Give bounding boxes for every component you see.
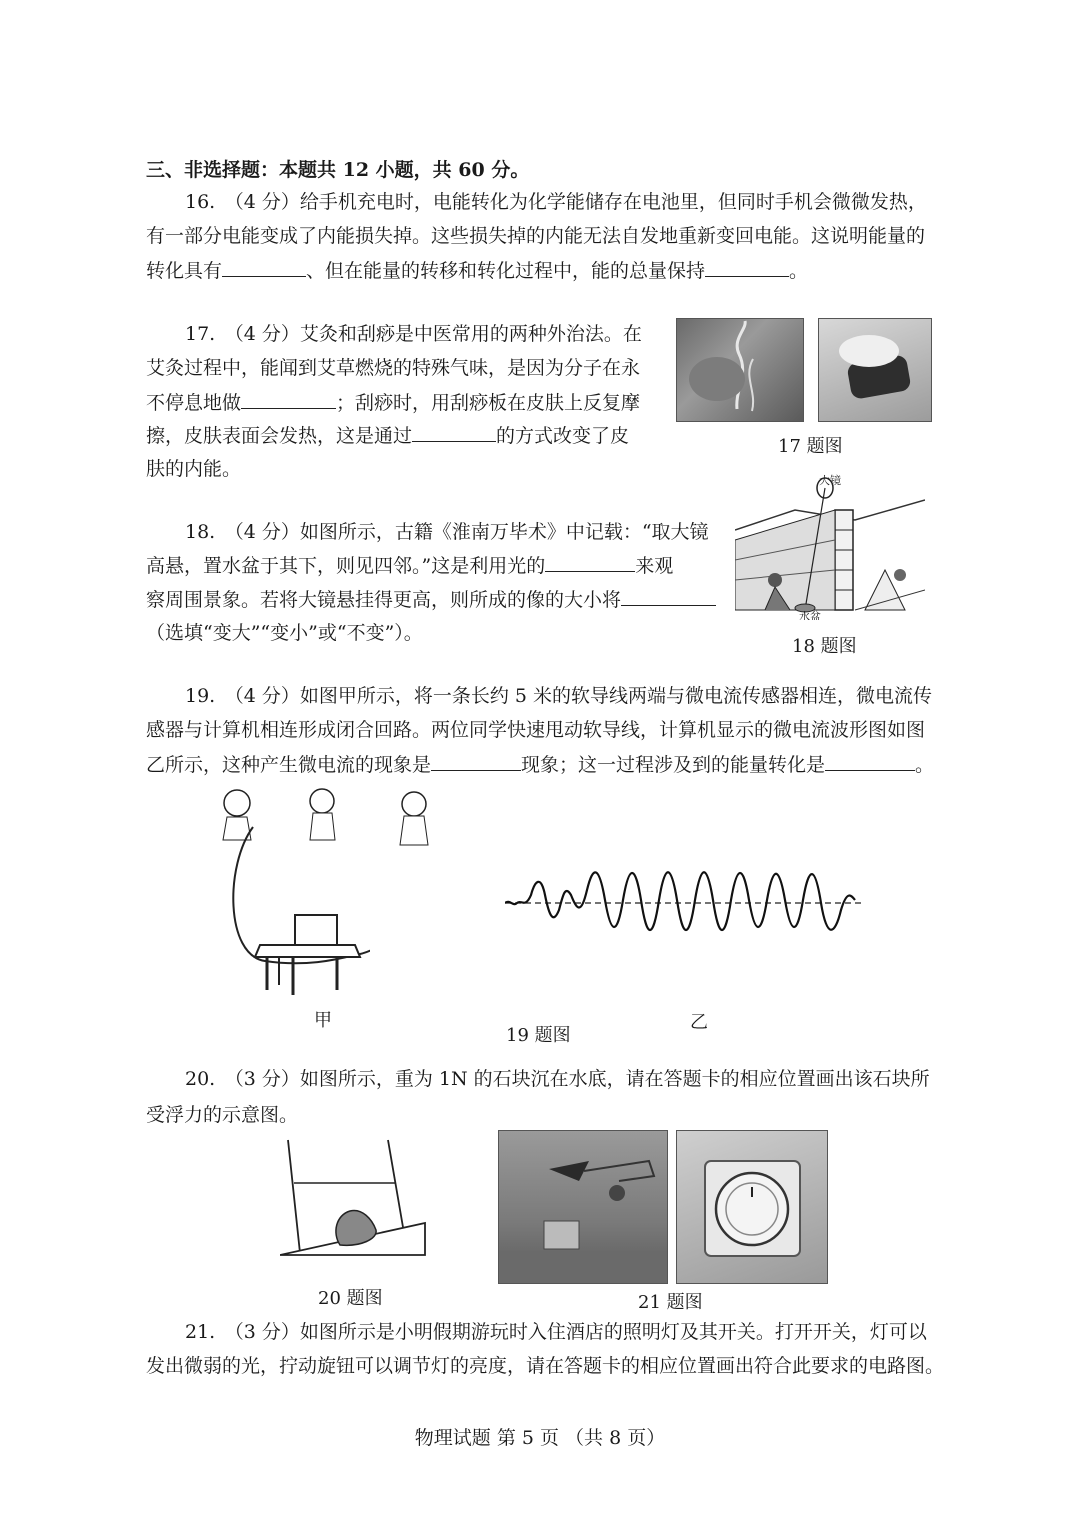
q17-line3 (146, 390, 640, 415)
q19-line3 (146, 752, 934, 777)
q17-line4-b: 的方式改变了皮 (496, 425, 630, 447)
q17-line3-a: 不停息地做 (146, 392, 242, 414)
ancient-mirror-scene (735, 470, 925, 620)
answer-blank[interactable] (431, 752, 521, 771)
answer-blank[interactable] (825, 752, 915, 771)
section-heading: 三、非选择题：本题共 12 小题，共 60 分。 (146, 159, 530, 181)
q16-line3-b: 、但在能量的转移和转化过程中，能的总量保持 (306, 260, 706, 282)
q19-boy-figure (380, 790, 445, 850)
moxibustion-smoke (677, 319, 803, 421)
q17-line4 (146, 423, 629, 448)
q18-line2-a: 高悬，置水盆于其下，则见四邻。”这是利用光的 (146, 555, 546, 577)
label-jia: 甲 (314, 1010, 332, 1031)
guasha-board (819, 319, 931, 421)
answer-blank[interactable] (545, 553, 635, 572)
q18-line3-a: 察周围景象。若将大镜悬挂得更高，则所成的像的大小将 (146, 589, 622, 611)
q19-line1: 19. （4 分）如图甲所示，将一条长约 5 米的软导线两端与微电流传感器相连，微电流传 (185, 685, 933, 707)
hotel-lamp-photo (498, 1130, 668, 1284)
answer-blank[interactable] (222, 258, 306, 277)
q19-figure-yi (505, 855, 865, 955)
q21-figure-caption: 21 题图 (638, 1292, 703, 1313)
container-right-wall (388, 1140, 404, 1233)
q16-line3-a: 转化具有 (146, 260, 223, 282)
basin-label: 水盆 (799, 610, 821, 620)
q18-line4: （选填“变大”“变小”或“不变”）。 (146, 622, 423, 644)
q18-figure (735, 470, 925, 620)
q16-line3 (146, 258, 808, 283)
mirror-label: 大镜 (819, 474, 841, 487)
q18-line2-b: 来观 (635, 555, 674, 577)
q19-line3-c: 。 (915, 754, 935, 776)
q19-line2: 感器与计算机相连形成闭合回路。两位同学快速甩动软导线，计算机显示的微电流波形图如图 (146, 719, 926, 741)
waveform-line (505, 872, 855, 930)
q19-line3-a: 乙所示，这种产生微电流的现象是 (146, 754, 432, 776)
q17-line5: 肤的内能。 (146, 458, 242, 480)
boy-illustration (380, 790, 445, 850)
stone-in-water-diagram (280, 1135, 430, 1260)
moxibustion-photo (676, 318, 804, 422)
q18-line3 (146, 587, 716, 612)
answer-blank[interactable] (621, 587, 716, 606)
q19-line3-b: 现象；这一过程涉及到的能量转化是 (521, 754, 826, 776)
q16-line1: 16. （4 分）给手机充电时，电能转化为化学能储存在电池里，但同时手机会微微发热， (185, 191, 927, 213)
q17-line2: 艾灸过程中，能闻到艾草燃烧的特殊气味，是因为分子在永 (146, 357, 641, 379)
label-yi: 乙 (690, 1012, 708, 1033)
q20-line1: 20. （3 分）如图所示，重为 1N 的石块沉在水底，请在答题卡的相应位置画出该石块所 (185, 1068, 930, 1090)
q20-figure-caption: 20 题图 (318, 1288, 383, 1309)
dimmer-switch-photo (676, 1130, 828, 1284)
dimmer-knob (677, 1131, 827, 1283)
wire-swinging-illustration (205, 785, 370, 1000)
q17-line4-a: 擦，皮肤表面会发热，这是通过 (146, 425, 413, 447)
q18-line2 (146, 553, 673, 578)
guasha-photo (818, 318, 932, 422)
answer-blank[interactable] (412, 423, 496, 442)
q18-line1: 18. （4 分）如图所示，古籍《淮南万毕术》中记载：“取大镜 (185, 521, 709, 543)
current-waveform (505, 855, 865, 955)
q17-line3-b: ；刮痧时，用刮痧板在皮肤上反复摩 (336, 392, 641, 414)
q17-figure-caption: 17 题图 (778, 436, 843, 457)
q20-figure (280, 1135, 430, 1260)
q19-figure-caption: 19 题图 (506, 1025, 571, 1046)
stone (336, 1210, 376, 1245)
q21-line1: 21. （3 分）如图所示是小明假期游玩时入住酒店的照明灯及其开关。打开开关，灯可以 (185, 1321, 927, 1343)
q19-figure-jia (205, 785, 370, 1000)
answer-blank[interactable] (705, 258, 789, 277)
q16-line2: 有一部分电能变成了内能损失掉。这些损失掉的内能无法自发地重新变回电能。这说明能量的 (146, 225, 926, 247)
lamp-illustration (499, 1131, 667, 1283)
answer-blank[interactable] (241, 390, 336, 409)
page-footer: 物理试题 第 5 页 （共 8 页） (414, 1427, 666, 1449)
q16-line3-c: 。 (789, 260, 809, 282)
q18-figure-caption: 18 题图 (792, 636, 857, 657)
q20-line2: 受浮力的示意图。 (146, 1104, 299, 1126)
q17-line1: 17. （4 分）艾灸和刮痧是中医常用的两种外治法。在 (185, 323, 642, 345)
q21-line2: 发出微弱的光，拧动旋钮可以调节灯的亮度，请在答题卡的相应位置画出符合此要求的电路图。 (146, 1355, 945, 1377)
container-left-wall (288, 1140, 300, 1253)
